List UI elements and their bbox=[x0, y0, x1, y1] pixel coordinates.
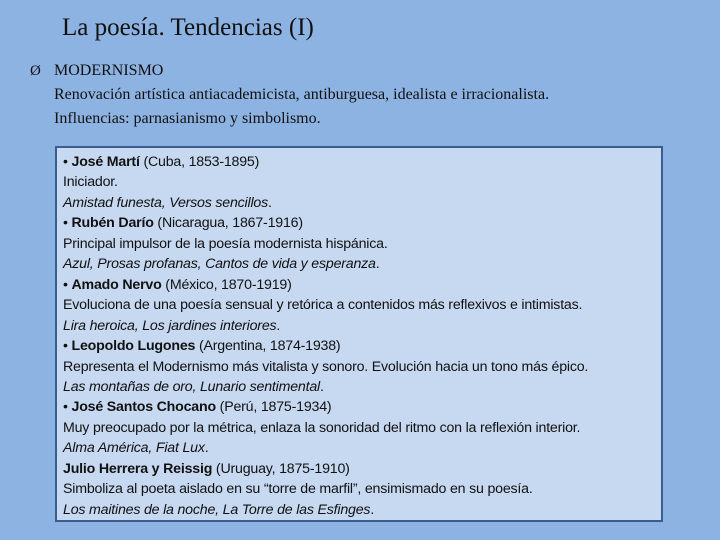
poet-entry: • Amado Nervo (México, 1870-1919) Evoluciona de una poesía sensual y retórica a contenidos más reflexivos e intimistas. Lira heroica, Los jardines interiores. bbox=[63, 275, 655, 336]
section-influences: Influencias: parnasianismo y simbolismo. bbox=[54, 110, 321, 127]
poet-details: (Argentina, 1874-1938) bbox=[195, 338, 341, 355]
poet-entry: • José Santos Chocano (Perú, 1875-1934) Muy preocupado por la métrica, enlaza la sonoridad del ritmo con la reflexión interior. Alma América, Fiat Lux. bbox=[63, 397, 655, 458]
poet-name: José Santos Chocano bbox=[71, 399, 216, 416]
poet-details: (México, 1870-1919) bbox=[161, 276, 292, 293]
poet-entry: • José Martí (Cuba, 1853-1895) Iniciador. Amistad funesta, Versos sencillos. bbox=[63, 152, 655, 213]
poet-name: Rubén Darío bbox=[71, 215, 154, 232]
poet-name: Amado Nervo bbox=[71, 276, 162, 293]
bullet-icon: • bbox=[63, 338, 72, 355]
poet-entry: • Leopoldo Lugones (Argentina, 1874-1938) Representa el Modernismo más vitalista y sonoro. Evolución hacia un tono más épico. Las montañas de oro, Lunario sentimental. bbox=[63, 336, 655, 397]
poet-description: Simboliza al poeta aislado en su “torre de marfil”, ensimismado en su poesía. bbox=[63, 481, 533, 498]
poets-box bbox=[55, 146, 663, 522]
poet-name: José Martí bbox=[71, 154, 140, 170]
poet-works: Las montañas de oro, Lunario sentimental bbox=[63, 378, 320, 395]
poet-details: (Cuba, 1853-1895) bbox=[139, 154, 260, 170]
poet-entry: Julio Herrera y Reissig (Uruguay, 1875-1910) Simboliza al poeta aislado en su “torre de marfil”, ensimismado en su poesía. Los maitines de la noche, La Torre de las Esfinges. bbox=[63, 459, 655, 520]
section-description: Renovación artística antiacademicista, antiburguesa, idealista e irracionalista. bbox=[54, 86, 550, 103]
poet-works: Azul, Prosas profanas, Cantos de vida y esperanza bbox=[63, 256, 376, 273]
poet-details: (Uruguay, 1875-1910) bbox=[212, 460, 350, 477]
section-label: MODERNISMO bbox=[54, 62, 164, 79]
page-title: La poesía. Tendencias (I) bbox=[62, 14, 314, 41]
modernismo-section bbox=[30, 62, 549, 128]
poet-works: Los maitines de la noche, La Torre de las Esfinges bbox=[63, 501, 371, 518]
poet-works: Alma América, Fiat Lux bbox=[63, 440, 205, 457]
bullet-icon: • bbox=[63, 399, 72, 416]
bullet-icon: • bbox=[63, 215, 72, 232]
poet-description: Evoluciona de una poesía sensual y retórica a contenidos más reflexivos e intimistas. bbox=[63, 297, 583, 314]
poet-works: Lira heroica, Los jardines interiores bbox=[63, 317, 277, 334]
poet-name: Leopoldo Lugones bbox=[71, 338, 196, 355]
arrow-bullet-icon: Ø bbox=[30, 62, 41, 79]
poet-description: Principal impulsor de la poesía modernista hispánica. bbox=[63, 235, 388, 252]
poet-details: (Nicaragua, 1867-1916) bbox=[153, 215, 303, 232]
poet-works: Amistad funesta, Versos sencillos bbox=[63, 194, 268, 211]
poet-description: Muy preocupado por la métrica, enlaza la sonoridad del ritmo con la reflexión interior. bbox=[63, 419, 581, 436]
poet-description: Iniciador. bbox=[63, 174, 118, 191]
poet-description: Representa el Modernismo más vitalista y sonoro. Evolución hacia un tono más épico. bbox=[63, 358, 589, 375]
bullet-icon: • bbox=[63, 154, 72, 170]
section-heading bbox=[30, 62, 549, 80]
poet-entry: • Rubén Darío (Nicaragua, 1867-1916) Principal impulsor de la poesía modernista hispánica. Azul, Prosas profanas, Cantos de vida y esperanza. bbox=[63, 213, 655, 274]
poet-details: (Perú, 1875-1934) bbox=[215, 399, 332, 416]
poet-name: Julio Herrera y Reissig bbox=[63, 460, 213, 477]
bullet-icon: • bbox=[63, 276, 72, 293]
